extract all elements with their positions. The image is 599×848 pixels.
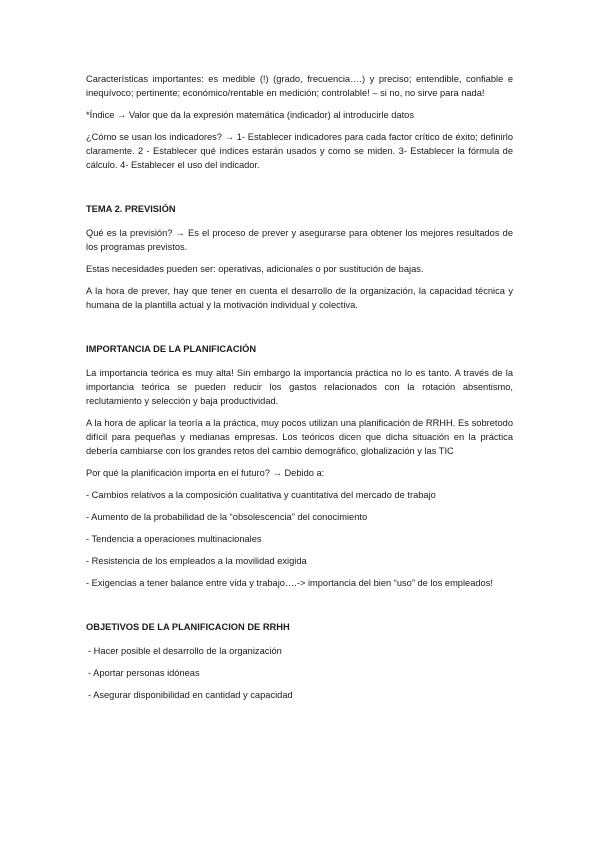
importancia-heading: IMPORTANCIA DE LA PLANIFICACIÓN [86, 344, 257, 354]
objetivos-list [86, 644, 513, 702]
intro-indice: *Índice → Valor que da la expresión matemática (indicador) al introducirle datos [86, 110, 414, 120]
list-item: - Cambios relativos a la composición cualitativa y cuantitativa del mercado de trabajo [86, 490, 436, 500]
importancia-p1: La importancia teórica es muy alta! Sin embargo la importancia práctica no lo es tanto. A través de la importancia teórica se pueden reducir los gastos relacionados con la rotación absentismo, reclutamiento y selección y baja productividad. [86, 368, 513, 406]
list-item: - Hacer posible el desarrollo de la organización [88, 646, 282, 656]
list-item: - Exigencias a tener balance entre vida y trabajo….-> importancia del bien “uso” de los empleados! [86, 578, 493, 588]
tema2-definition: Qué es la previsión? → Es el proceso de prever y asegurarse para obtener los mejores resultados de los programas previstos. [86, 228, 513, 252]
intro-characteristics: Características importantes: es medible (!) (grado, frecuencia….) y preciso; entendible, confiable e inequívoco; pertinente; económico/rentable en medición; controlable! – si no, no sirve para nada! [86, 74, 513, 98]
intro-indicators-usage: ¿Cómo se usan los indicadores? → 1- Establecer indicadores para cada factor crítico de éxito; definirlo claramente. 2 - Establecer qué índices estarán usados y como se miden. 3- Establecer la fórmula de cálculo. 4- Establecer el uso del indicador. [86, 132, 513, 170]
list-item: - Resistencia de los empleados a la movilidad exigida [86, 556, 307, 566]
importancia-list [86, 488, 513, 590]
tema2-heading: TEMA 2. PREVISIÓN [86, 204, 176, 214]
list-item: - Aportar personas idóneas [88, 668, 200, 678]
objetivos-heading: OBJETIVOS DE LA PLANIFICACION DE RRHH [86, 622, 290, 632]
list-item: - Tendencia a operaciones multinacionales [86, 534, 262, 544]
tema2-considerations: A la hora de prever, hay que tener en cuenta el desarrollo de la organización, la capacidad técnica y humana de la plantilla actual y la motivación individual y colectiva. [86, 286, 513, 310]
list-item: - Aumento de la probabilidad de la “obsolescencia” del conocimiento [86, 512, 368, 522]
tema2-needs: Estas necesidades pueden ser: operativas, adicionales o por sustitución de bajas. [86, 264, 424, 274]
importancia-p3: Por qué la planificación importa en el futuro? → Debido a: [86, 468, 325, 478]
importancia-p2: A la hora de aplicar la teoría a la práctica, muy pocos utilizan una planificación de RRHH. Es sobretodo difícil para pequeñas y medianas empresas. Los teóricos dicen que dicha situación en la práctica debería cambiarse con los grandes retos del cambio demográfico, globalización y las TIC [86, 418, 513, 456]
list-item: - Asegurar disponibilidad en cantidad y capacidad [88, 690, 293, 700]
